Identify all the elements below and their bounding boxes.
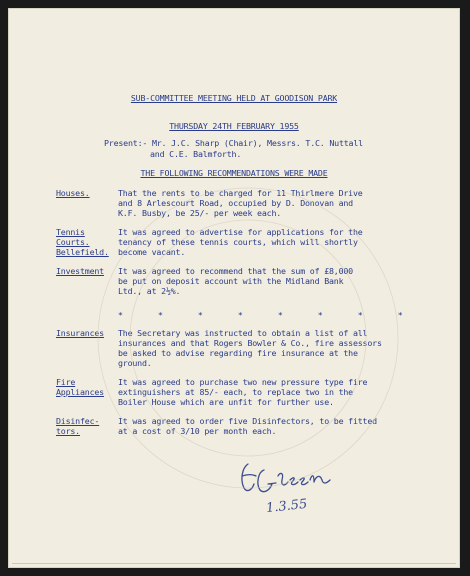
signed-date: 1.3.55 (265, 496, 309, 517)
item-label-courts: Courts. (56, 237, 90, 247)
item-label-bellefield: Bellefield. (56, 247, 109, 257)
item-label-tors: tors. (56, 426, 80, 436)
item-text-line: The Secretary was instructed to obtain a list of all (118, 328, 368, 338)
present-line-1: Present:- Mr. J.C. Sharp (Chair), Messrs. T.C. Nuttall (104, 138, 363, 148)
item-text-line: extinguishers at 85/- each, to replace two in the (118, 387, 353, 397)
item-text-line: That the rents to be charged for 11 Thirlmere Drive (118, 188, 363, 198)
item-text-line: It was agreed to advertise for applications for the (118, 227, 363, 237)
minutes-document (8, 8, 460, 568)
item-text-line: insurances and that Rogers Bowler & Co., fire assessors (118, 338, 382, 348)
item-label-tennis: Tennis (56, 227, 85, 237)
handwritten-signature (234, 450, 354, 500)
item-label-houses: Houses. (56, 188, 90, 198)
item-text-line: K.F. Busby, be 25/- per week each. (118, 208, 282, 218)
item-text-line: It was agreed to purchase two new pressure type fire (118, 377, 368, 387)
item-text-line: Boiler House which are unfit for further use. (118, 397, 334, 407)
item-label-investment: Investment (56, 266, 104, 276)
item-text-line: It was agreed to recommend that the sum of £8,000 (118, 266, 353, 276)
item-label-disinfec: Disinfec- (56, 416, 100, 426)
present-line-2: and C.E. Balmforth. (150, 149, 242, 159)
item-label-fire: Fire (56, 377, 76, 387)
item-text-line: Ltd., at 2½%. (118, 286, 181, 296)
document-page (8, 8, 460, 568)
item-text-line: become vacant. (118, 247, 186, 257)
item-text-line: ground. (118, 358, 152, 368)
section-separator: * * * * * * * * (118, 310, 403, 320)
item-text-line: be put on deposit account with the Midland Bank (118, 276, 344, 286)
item-text-line: at a cost of 3/10 per month each. (118, 426, 277, 436)
recommendations-heading: THE FOLLOWING RECOMMENDATIONS WERE MADE (140, 168, 328, 178)
item-text-line: It was agreed to order five Disinfectors, to be fitted (118, 416, 377, 426)
item-text-line: be asked to advise regarding fire insurance at the (118, 348, 358, 358)
item-label-appliances: Appliances (56, 387, 104, 397)
meeting-heading: SUB-COMMITTEE MEETING HELD AT GOODISON PARK (130, 93, 338, 103)
meeting-date: THURSDAY 24TH FEBRUARY 1955 (169, 121, 299, 131)
item-text-line: and 8 Arlescourt Road, occupied by D. Donovan and (118, 198, 353, 208)
item-text-line: tenancy of these tennis courts, which will shortly (118, 237, 358, 247)
item-label-insurances: Insurances (56, 328, 104, 338)
